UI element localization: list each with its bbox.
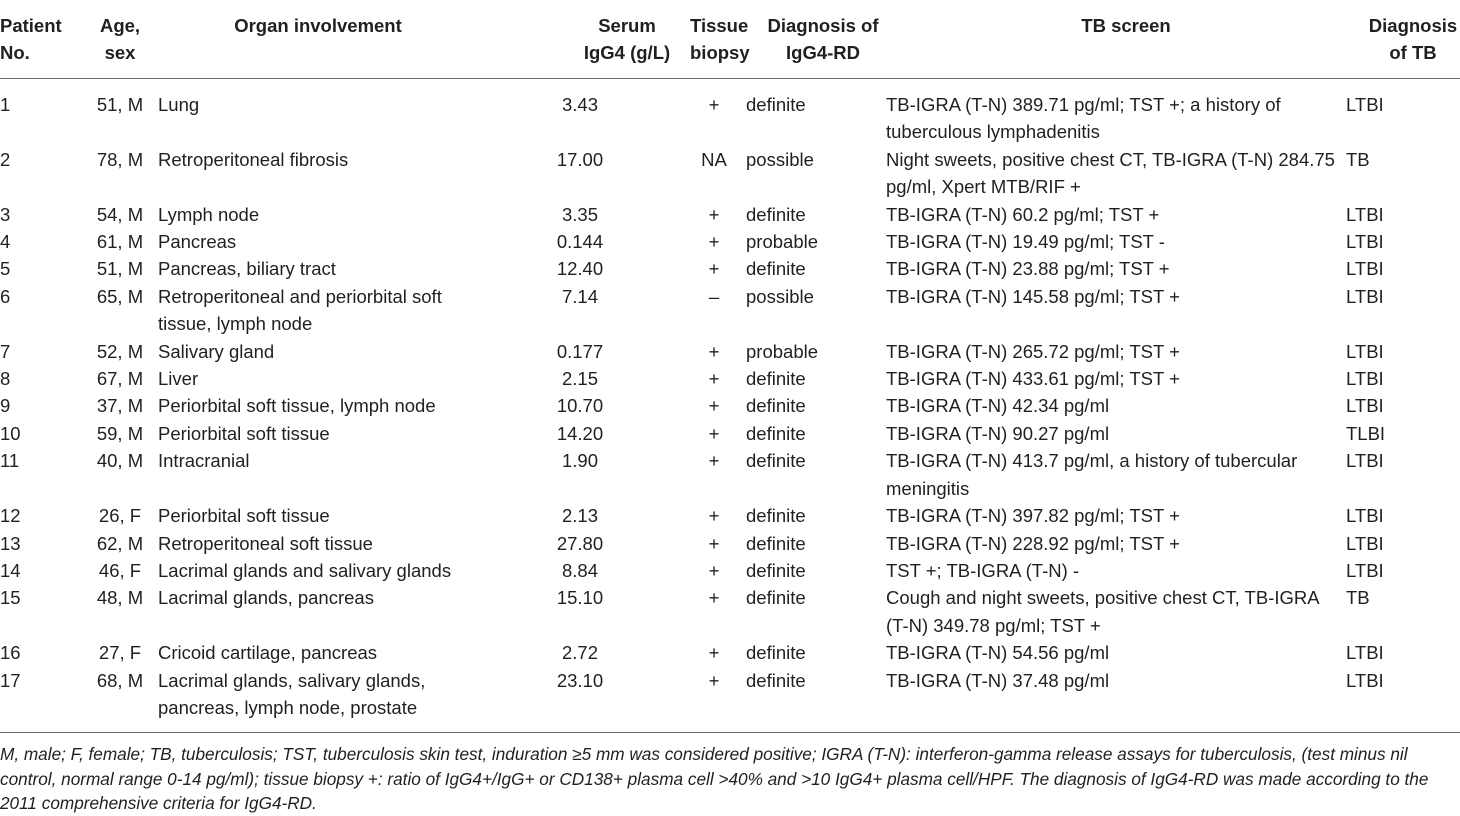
cell-dx-tb: TB	[1346, 148, 1370, 170]
cell-dx-tb: LTBI	[1346, 505, 1384, 527]
cell-dx-tb: TLBI	[1346, 422, 1386, 444]
header-dx-igg4rd	[746, 10, 886, 79]
header-serum-igg4-line2: IgG4 (g/L)	[583, 42, 671, 63]
cell-tissue-biopsy: +	[708, 669, 720, 691]
cell-tb-screen: TB-IGRA (T-N) 145.58 pg/ml; TST +	[886, 285, 1180, 307]
header-dx-tb-line1: Diagnosis	[1368, 15, 1458, 36]
table-row	[0, 639, 1460, 666]
cell-tb-screen: TB-IGRA (T-N) 413.7 pg/ml, a history of tubercular meningitis	[886, 450, 1298, 499]
cell-tb-screen: TST +; TB-IGRA (T-N) -	[886, 559, 1080, 581]
cell-dx-igg4rd: definite	[746, 642, 806, 664]
cell-dx-tb: LTBI	[1346, 395, 1384, 417]
cell-patient-no: 17	[0, 669, 21, 691]
header-patient-no-line1: Patient	[0, 15, 62, 36]
cell-age-sex: 65, M	[96, 285, 144, 307]
cell-patient-no: 8	[0, 368, 11, 390]
cell-serum-igg4: 15.10	[556, 587, 604, 609]
cell-tb-screen: TB-IGRA (T-N) 228.92 pg/ml; TST +	[886, 532, 1180, 554]
cell-serum-igg4: 27.80	[556, 532, 604, 554]
cell-tissue-biopsy: +	[708, 231, 720, 253]
cell-dx-tb: LTBI	[1346, 559, 1384, 581]
cell-serum-igg4: 12.40	[556, 258, 604, 280]
table-row	[0, 502, 1460, 529]
cell-patient-no: 16	[0, 642, 21, 664]
table-row	[0, 283, 1460, 338]
header-patient-no	[0, 10, 82, 79]
cell-organ: Pancreas, biliary tract	[158, 258, 336, 280]
cell-dx-tb: LTBI	[1346, 669, 1384, 691]
cell-tb-screen: Night sweets, positive chest CT, TB-IGRA (T-N) 284.75 pg/ml, Xpert MTB/RIF +	[886, 148, 1335, 198]
cell-age-sex: 61, M	[96, 231, 144, 253]
cell-dx-tb: LTBI	[1346, 642, 1384, 664]
cell-organ: Intracranial	[158, 450, 250, 472]
header-tissue-biopsy-line2: biopsy	[690, 42, 750, 63]
header-tb-screen-line1: TB screen	[1081, 15, 1171, 36]
cell-age-sex: 27, F	[98, 642, 142, 664]
cell-patient-no: 2	[0, 148, 11, 170]
header-serum-igg4	[478, 10, 682, 79]
cell-tissue-biopsy: +	[708, 422, 720, 444]
cell-dx-igg4rd: definite	[746, 532, 806, 554]
cell-dx-tb: LTBI	[1346, 340, 1384, 362]
cell-organ: Lung	[158, 94, 200, 115]
cell-tb-screen: TB-IGRA (T-N) 60.2 pg/ml; TST +	[886, 203, 1160, 225]
cell-patient-no: 7	[0, 340, 11, 362]
header-age-sex-line1: Age,	[99, 15, 141, 36]
cell-age-sex: 52, M	[96, 340, 144, 362]
cell-organ: Liver	[158, 368, 199, 390]
cell-dx-igg4rd: probable	[746, 231, 819, 253]
table-row	[0, 201, 1460, 228]
header-age-sex-line2: sex	[104, 42, 136, 63]
cell-organ: Retroperitoneal and periorbital soft tissue, lymph node	[158, 285, 442, 335]
cell-dx-tb: LTBI	[1346, 258, 1384, 280]
table-row	[0, 447, 1460, 502]
cell-age-sex: 51, M	[96, 258, 144, 280]
header-organ	[158, 10, 478, 79]
cell-dx-igg4rd: definite	[746, 669, 806, 691]
table-row	[0, 255, 1460, 282]
cell-patient-no: 12	[0, 505, 21, 527]
table-row	[0, 365, 1460, 392]
table-row	[0, 420, 1460, 447]
cell-organ: Retroperitoneal soft tissue	[158, 532, 373, 554]
cell-dx-igg4rd: definite	[746, 422, 806, 444]
table-row	[0, 338, 1460, 365]
table-header-row	[0, 10, 1460, 79]
table-footnote: M, male; F, female; TB, tuberculosis; TST, tuberculosis skin test, induration ≥5 mm was considered positive; IGRA (T-N): interferon-gamma release assays for tuberculosis, (test minus nil control, normal range 0-14 pg/ml); tissue biopsy +: ratio of IgG4+/IgG+ or CD138+ plasma cell >40% and >10 IgG4+ plasma cell/HPF. The diagnosis of IgG4-RD was made according to the 2011 comprehensive criteria for IgG4-RD.	[0, 744, 1429, 813]
cell-organ: Periorbital soft tissue	[158, 422, 330, 444]
cell-serum-igg4: 0.144	[556, 231, 604, 253]
cell-patient-no: 14	[0, 559, 21, 581]
header-dx-tb-line2: of TB	[1389, 42, 1437, 63]
cell-dx-igg4rd: definite	[746, 450, 806, 472]
cell-tb-screen: TB-IGRA (T-N) 54.56 pg/ml	[886, 642, 1110, 664]
cell-organ: Lacrimal glands, salivary glands, pancreas, lymph node, prostate	[158, 669, 426, 718]
cell-tb-screen: TB-IGRA (T-N) 42.34 pg/ml	[886, 395, 1110, 417]
header-dx-igg4rd-line1: Diagnosis of	[767, 15, 879, 36]
cell-tissue-biopsy: +	[708, 368, 720, 390]
cell-tb-screen: TB-IGRA (T-N) 433.61 pg/ml; TST +	[886, 368, 1180, 390]
header-organ-line1: Organ involvement	[234, 15, 402, 36]
cell-dx-tb: LTBI	[1346, 94, 1384, 115]
cell-serum-igg4: 2.72	[561, 642, 598, 664]
cell-age-sex: 46, F	[98, 559, 142, 581]
cell-tb-screen: Cough and night sweets, positive chest CT, TB-IGRA (T-N) 349.78 pg/ml; TST +	[886, 587, 1319, 636]
cell-tissue-biopsy: +	[708, 532, 720, 554]
cell-age-sex: 26, F	[98, 505, 142, 527]
table-row	[0, 667, 1460, 733]
cell-organ: Periorbital soft tissue, lymph node	[158, 395, 436, 417]
cell-patient-no: 3	[0, 203, 11, 225]
cell-tb-screen: TB-IGRA (T-N) 90.27 pg/ml	[886, 422, 1110, 444]
cell-age-sex: 40, M	[96, 450, 144, 472]
cell-serum-igg4: 2.15	[561, 368, 598, 390]
table-row	[0, 392, 1460, 419]
header-dx-tb	[1346, 10, 1460, 79]
cell-tissue-biopsy: NA	[701, 148, 727, 170]
cell-organ: Pancreas	[158, 231, 237, 253]
cell-serum-igg4: 1.90	[561, 450, 598, 472]
cell-patient-no: 5	[0, 258, 11, 280]
cell-tissue-biopsy: +	[708, 395, 720, 417]
cell-age-sex: 51, M	[96, 94, 144, 115]
cell-dx-tb: LTBI	[1346, 450, 1384, 472]
cell-serum-igg4: 8.84	[561, 559, 598, 581]
cell-serum-igg4: 7.14	[561, 285, 598, 307]
cell-serum-igg4: 2.13	[561, 505, 598, 527]
cell-organ: Lymph node	[158, 203, 260, 225]
cell-patient-no: 13	[0, 532, 21, 554]
header-serum-igg4-line1: Serum	[598, 15, 656, 36]
cell-tissue-biopsy: +	[708, 94, 720, 115]
cell-dx-igg4rd: definite	[746, 587, 806, 609]
cell-organ: Lacrimal glands and salivary glands	[158, 559, 452, 581]
cell-age-sex: 67, M	[96, 368, 144, 390]
cell-dx-igg4rd: possible	[746, 285, 814, 307]
cell-dx-tb: LTBI	[1346, 285, 1384, 307]
cell-patient-no: 9	[0, 395, 11, 417]
cell-serum-igg4: 0.177	[556, 340, 604, 362]
cell-tb-screen: TB-IGRA (T-N) 23.88 pg/ml; TST +	[886, 258, 1170, 280]
table-row	[0, 79, 1460, 146]
cell-dx-tb: LTBI	[1346, 532, 1384, 554]
table-row	[0, 584, 1460, 639]
cell-serum-igg4: 17.00	[556, 148, 604, 170]
cell-age-sex: 59, M	[96, 422, 144, 444]
table-row	[0, 146, 1460, 201]
cell-dx-igg4rd: definite	[746, 559, 806, 581]
cell-patient-no: 15	[0, 587, 21, 609]
cell-organ: Lacrimal glands, pancreas	[158, 587, 374, 609]
cell-dx-igg4rd: definite	[746, 395, 806, 417]
cell-tb-screen: TB-IGRA (T-N) 397.82 pg/ml; TST +	[886, 505, 1180, 527]
cell-age-sex: 68, M	[96, 669, 144, 691]
cell-age-sex: 37, M	[96, 395, 144, 417]
cell-patient-no: 10	[0, 422, 21, 444]
cell-patient-no: 11	[0, 450, 20, 472]
cell-tissue-biopsy: +	[708, 642, 720, 664]
cell-tissue-biopsy: +	[708, 203, 720, 225]
cell-organ: Cricoid cartilage, pancreas	[158, 642, 378, 664]
cell-age-sex: 54, M	[96, 203, 144, 225]
cell-patient-no: 6	[0, 285, 11, 307]
table-body	[0, 79, 1460, 733]
cell-organ: Periorbital soft tissue	[158, 505, 330, 527]
cell-dx-igg4rd: definite	[746, 368, 806, 390]
cell-tissue-biopsy: –	[708, 285, 720, 307]
header-age-sex	[82, 10, 158, 79]
cell-tissue-biopsy: +	[708, 450, 720, 472]
cell-tissue-biopsy: +	[708, 340, 720, 362]
cell-tb-screen: TB-IGRA (T-N) 389.71 pg/ml; TST +; a history of tuberculous lymphadenitis	[886, 94, 1281, 143]
header-tb-screen	[886, 10, 1346, 79]
patient-table	[0, 10, 1460, 733]
cell-dx-igg4rd: possible	[746, 148, 814, 170]
cell-dx-igg4rd: definite	[746, 94, 806, 115]
cell-dx-igg4rd: definite	[746, 505, 806, 527]
cell-tb-screen: TB-IGRA (T-N) 37.48 pg/ml	[886, 669, 1110, 691]
cell-dx-tb: LTBI	[1346, 231, 1384, 253]
cell-age-sex: 48, M	[96, 587, 144, 609]
cell-tissue-biopsy: +	[708, 587, 720, 609]
cell-dx-igg4rd: definite	[746, 258, 806, 280]
cell-age-sex: 62, M	[96, 532, 144, 554]
header-dx-igg4rd-line2: IgG4-RD	[786, 42, 860, 63]
cell-tissue-biopsy: +	[708, 559, 720, 581]
header-tissue-biopsy	[682, 10, 750, 79]
cell-dx-igg4rd: probable	[746, 340, 819, 362]
cell-tissue-biopsy: +	[708, 258, 720, 280]
cell-serum-igg4: 3.43	[561, 94, 598, 115]
header-patient-no-line2: No.	[0, 42, 30, 63]
cell-dx-igg4rd: definite	[746, 203, 806, 225]
cell-organ: Retroperitoneal fibrosis	[158, 148, 349, 170]
cell-dx-tb: LTBI	[1346, 203, 1384, 225]
cell-tb-screen: TB-IGRA (T-N) 265.72 pg/ml; TST +	[886, 340, 1180, 362]
cell-patient-no: 1	[0, 94, 11, 115]
cell-organ: Salivary gland	[158, 340, 275, 362]
cell-serum-igg4: 10.70	[556, 395, 604, 417]
cell-dx-tb: TB	[1346, 587, 1370, 609]
table-row	[0, 557, 1460, 584]
cell-tissue-biopsy: +	[708, 505, 720, 527]
cell-tb-screen: TB-IGRA (T-N) 19.49 pg/ml; TST -	[886, 231, 1165, 253]
cell-serum-igg4: 14.20	[556, 422, 604, 444]
cell-dx-tb: LTBI	[1346, 368, 1384, 390]
cell-serum-igg4: 23.10	[556, 669, 604, 691]
header-tissue-biopsy-line1: Tissue	[690, 15, 749, 36]
cell-serum-igg4: 3.35	[561, 203, 598, 225]
table-row	[0, 228, 1460, 255]
table-row	[0, 530, 1460, 557]
cell-patient-no: 4	[0, 231, 11, 253]
cell-age-sex: 78, M	[96, 148, 144, 170]
